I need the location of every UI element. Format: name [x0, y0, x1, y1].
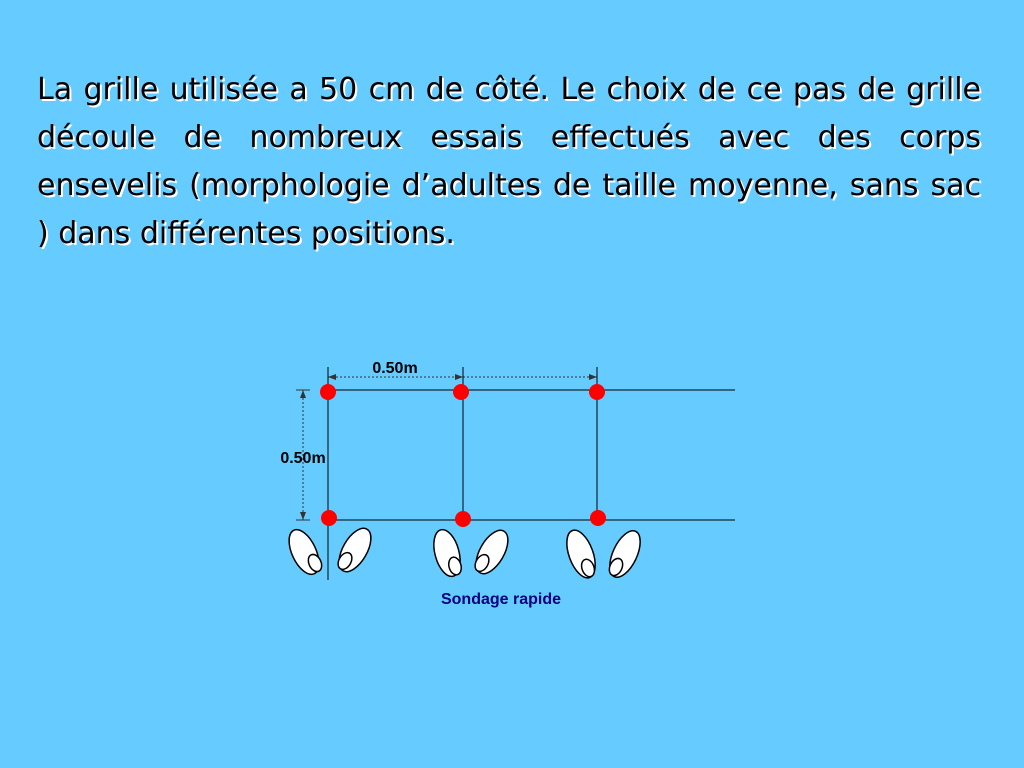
probe-point [321, 510, 337, 526]
horizontal-dimension [328, 367, 597, 384]
probe-point [455, 511, 471, 527]
probe-point [590, 510, 606, 526]
footprints-right [561, 526, 646, 581]
foot-icon [561, 526, 601, 581]
body-text: La grille utilisée a 50 cm de côté. Le choix de ce pas de grille découle de nombreux essais effectués avec des corps ensevelis (morphologie d’adultes de taille moyenne, sans sac ) dans différentes positions. [37, 72, 981, 251]
footprints-left [283, 523, 377, 579]
horizontal-dimension-label: 0.50m [372, 360, 418, 377]
footprints-middle [429, 525, 514, 579]
probe-point [589, 384, 605, 400]
probe-point [320, 384, 336, 400]
diagram-caption: Sondage rapide [440, 591, 562, 608]
vertical-dimension-label: 0.50m [280, 450, 326, 467]
probe-point [453, 384, 469, 400]
